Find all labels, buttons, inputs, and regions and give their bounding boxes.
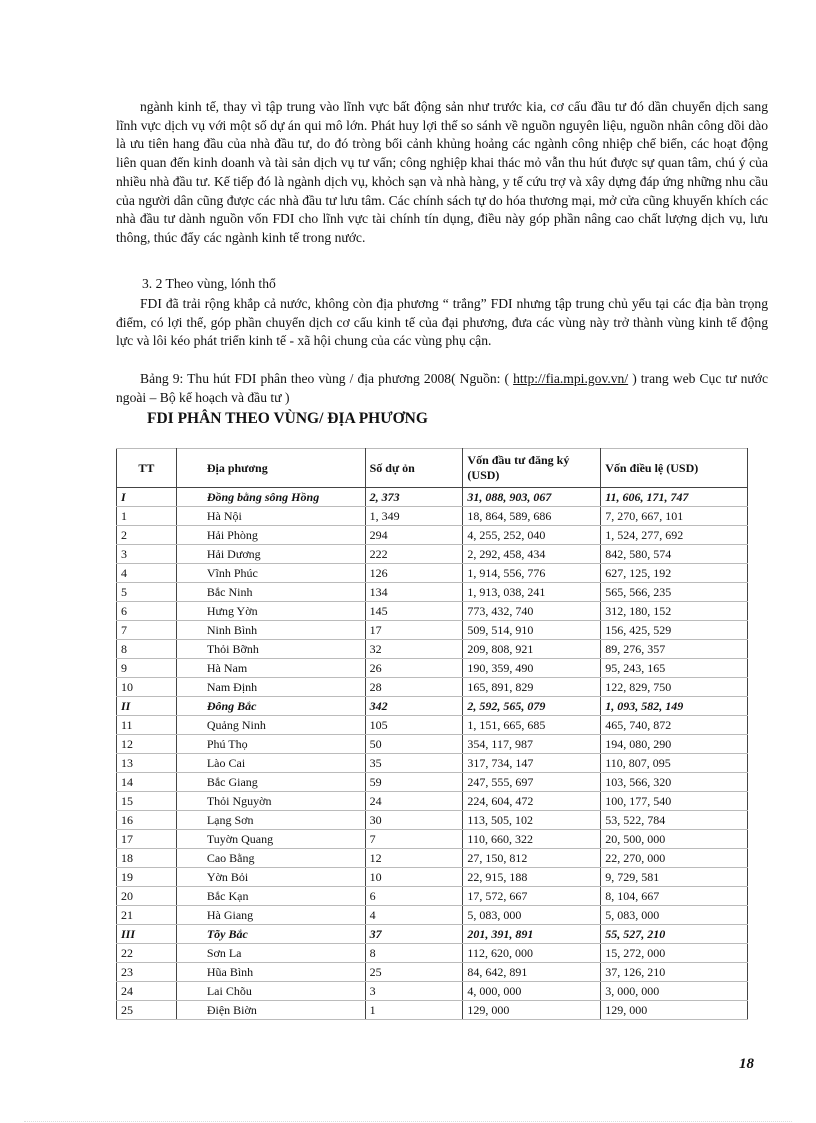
row-charter-capital: 100, 177, 540 xyxy=(601,792,748,811)
row-index: 9 xyxy=(117,659,177,678)
row-project-count: 35 xyxy=(365,754,463,773)
row-project-count: 7 xyxy=(365,830,463,849)
row-region-name: Hà Giang xyxy=(176,906,365,925)
table-body xyxy=(117,488,748,1020)
row-registered-capital: 4, 000, 000 xyxy=(463,982,601,1001)
region-group-row xyxy=(117,697,748,716)
row-project-count: 32 xyxy=(365,640,463,659)
header-registered-capital: Vốn đầu tư đăng ký (USD) xyxy=(463,449,601,488)
row-charter-capital: 22, 270, 000 xyxy=(601,849,748,868)
table-row xyxy=(117,906,748,925)
row-region-name: Hũa Bình xyxy=(176,963,365,982)
row-charter-capital: 11, 606, 171, 747 xyxy=(601,488,748,507)
row-index: 14 xyxy=(117,773,177,792)
table-row xyxy=(117,773,748,792)
row-region-name: Bắc Kạn xyxy=(176,887,365,906)
row-index: 21 xyxy=(117,906,177,925)
row-index: 20 xyxy=(117,887,177,906)
table-row xyxy=(117,507,748,526)
row-project-count: 8 xyxy=(365,944,463,963)
row-registered-capital: 224, 604, 472 xyxy=(463,792,601,811)
table-row xyxy=(117,963,748,982)
row-project-count: 105 xyxy=(365,716,463,735)
source-link[interactable]: http://fia.mpi.gov.vn/ xyxy=(513,371,629,386)
row-region-name: Ninh Bình xyxy=(176,621,365,640)
row-project-count: 342 xyxy=(365,697,463,716)
table-row xyxy=(117,754,748,773)
row-project-count: 134 xyxy=(365,583,463,602)
row-project-count: 1, 349 xyxy=(365,507,463,526)
row-charter-capital: 842, 580, 574 xyxy=(601,545,748,564)
row-region-name: Bắc Giang xyxy=(176,773,365,792)
row-region-name: Phú Thọ xyxy=(176,735,365,754)
row-project-count: 30 xyxy=(365,811,463,830)
row-registered-capital: 773, 432, 740 xyxy=(463,602,601,621)
table-row xyxy=(117,678,748,697)
row-charter-capital: 565, 566, 235 xyxy=(601,583,748,602)
row-charter-capital: 9, 729, 581 xyxy=(601,868,748,887)
row-registered-capital: 190, 359, 490 xyxy=(463,659,601,678)
row-index: II xyxy=(117,697,177,716)
row-project-count: 10 xyxy=(365,868,463,887)
row-registered-capital: 354, 117, 987 xyxy=(463,735,601,754)
row-project-count: 12 xyxy=(365,849,463,868)
row-charter-capital: 53, 522, 784 xyxy=(601,811,748,830)
row-region-name: Hải Dương xyxy=(176,545,365,564)
row-registered-capital: 201, 391, 891 xyxy=(463,925,601,944)
row-project-count: 28 xyxy=(365,678,463,697)
row-index: 16 xyxy=(117,811,177,830)
table-row xyxy=(117,887,748,906)
row-charter-capital: 5, 083, 000 xyxy=(601,906,748,925)
row-region-name: Vĩnh Phúc xyxy=(176,564,365,583)
row-project-count: 25 xyxy=(365,963,463,982)
row-registered-capital: 1, 913, 038, 241 xyxy=(463,583,601,602)
fdi-table xyxy=(116,448,748,1020)
row-region-name: Thỏi Nguyờn xyxy=(176,792,365,811)
row-index: III xyxy=(117,925,177,944)
row-registered-capital: 1, 151, 665, 685 xyxy=(463,716,601,735)
row-registered-capital: 165, 891, 829 xyxy=(463,678,601,697)
row-index: 10 xyxy=(117,678,177,697)
row-charter-capital: 37, 126, 210 xyxy=(601,963,748,982)
row-charter-capital: 3, 000, 000 xyxy=(601,982,748,1001)
table-row xyxy=(117,640,748,659)
row-registered-capital: 113, 505, 102 xyxy=(463,811,601,830)
row-project-count: 50 xyxy=(365,735,463,754)
table-title: FDI PHÂN THEO VÙNG/ ĐỊA PHƯƠNG xyxy=(147,410,428,427)
row-charter-capital: 156, 425, 529 xyxy=(601,621,748,640)
row-registered-capital: 2, 592, 565, 079 xyxy=(463,697,601,716)
row-index: 23 xyxy=(117,963,177,982)
row-project-count: 4 xyxy=(365,906,463,925)
row-charter-capital: 122, 829, 750 xyxy=(601,678,748,697)
row-region-name: Đồng bằng sông Hồng xyxy=(176,488,365,507)
header-projects: Số dự ỏn xyxy=(365,449,463,488)
row-registered-capital: 27, 150, 812 xyxy=(463,849,601,868)
row-registered-capital: 18, 864, 589, 686 xyxy=(463,507,601,526)
row-region-name: Bắc Ninh xyxy=(176,583,365,602)
row-project-count: 24 xyxy=(365,792,463,811)
row-charter-capital: 7, 270, 667, 101 xyxy=(601,507,748,526)
row-region-name: Hà Nội xyxy=(176,507,365,526)
table-header-row xyxy=(117,449,748,488)
row-index: 19 xyxy=(117,868,177,887)
row-project-count: 1 xyxy=(365,1001,463,1020)
row-index: 25 xyxy=(117,1001,177,1020)
table-row xyxy=(117,716,748,735)
row-charter-capital: 95, 243, 165 xyxy=(601,659,748,678)
row-index: 15 xyxy=(117,792,177,811)
section-heading: 3. 2 Theo vùng, lónh thổ xyxy=(142,276,276,291)
table-row xyxy=(117,526,748,545)
row-index: 6 xyxy=(117,602,177,621)
row-project-count: 222 xyxy=(365,545,463,564)
table-row xyxy=(117,1001,748,1020)
row-charter-capital: 627, 125, 192 xyxy=(601,564,748,583)
row-index: 11 xyxy=(117,716,177,735)
row-region-name: Yờn Bỏi xyxy=(176,868,365,887)
table-row xyxy=(117,849,748,868)
header-tt: TT xyxy=(117,449,177,488)
table-row xyxy=(117,735,748,754)
row-project-count: 26 xyxy=(365,659,463,678)
page-number: 18 xyxy=(739,1056,754,1072)
row-registered-capital: 129, 000 xyxy=(463,1001,601,1020)
row-region-name: Thỏi Bỡnh xyxy=(176,640,365,659)
row-registered-capital: 84, 642, 891 xyxy=(463,963,601,982)
body-paragraph-1: ngành kinh tế, thay vì tập trung vào lĩnh vực bất động sản như trước kia, cơ cấu đầu tư đó dần chuyển dịch sang lĩnh vực dịch vụ với một số dự án qui mô lớn. Phát huy lợi thế so sánh về nguồn nguyên liệu, nguồn nhân công dồi dào là ưu tiên hang đầu của nhà đầu tư, do đó tròng bối cảnh khủng hoảng các ngành công nhiệp chế biến, các hoạt động liên quan đến kinh doanh và tài sản dịch vụ tư vấn; công nghiệp khai thác mỏ vẫn thu hút được sự quan tâm, chú ý của nhiều nhà đầu tư. Kế tiếp đó là ngành dịch vụ, khỏch sạn và nhà hàng, y tế cứu trợ và xây dựng đáp ứng những nhu cầu của người dân cũng được các nhà đầu tư lưu tâm. Các chính sách tự do hóa thương mại, mở cửa cũng khuyến khích các nhà đầu tư dành nguồn vốn FDI cho lĩnh vực tài chính tín dụng, điều này góp phần nâng cao chất lượng dịch vụ, lưu thông, thúc đẩy các ngành kinh tế trong nước. xyxy=(116,99,768,245)
row-project-count: 17 xyxy=(365,621,463,640)
row-charter-capital: 312, 180, 152 xyxy=(601,602,748,621)
row-region-name: Đông Bắc xyxy=(176,697,365,716)
row-project-count: 126 xyxy=(365,564,463,583)
row-charter-capital: 1, 524, 277, 692 xyxy=(601,526,748,545)
row-region-name: Cao Bằng xyxy=(176,849,365,868)
table-row xyxy=(117,564,748,583)
row-registered-capital: 22, 915, 188 xyxy=(463,868,601,887)
row-charter-capital: 15, 272, 000 xyxy=(601,944,748,963)
row-index: 3 xyxy=(117,545,177,564)
row-region-name: Điện Biờn xyxy=(176,1001,365,1020)
table-row xyxy=(117,621,748,640)
row-index: 7 xyxy=(117,621,177,640)
row-index: 22 xyxy=(117,944,177,963)
row-project-count: 3 xyxy=(365,982,463,1001)
row-index: 13 xyxy=(117,754,177,773)
row-registered-capital: 17, 572, 667 xyxy=(463,887,601,906)
table-row xyxy=(117,811,748,830)
row-region-name: Tuyờn Quang xyxy=(176,830,365,849)
region-group-row xyxy=(117,488,748,507)
row-index: 1 xyxy=(117,507,177,526)
row-index: 24 xyxy=(117,982,177,1001)
row-region-name: Nam Định xyxy=(176,678,365,697)
row-region-name: Hưng Yờn xyxy=(176,602,365,621)
row-project-count: 59 xyxy=(365,773,463,792)
table-row xyxy=(117,545,748,564)
header-charter-capital: Vốn điều lệ (USD) xyxy=(601,449,748,488)
table-row xyxy=(117,583,748,602)
row-charter-capital: 55, 527, 210 xyxy=(601,925,748,944)
row-index: 5 xyxy=(117,583,177,602)
caption-text-after: ) trang web Cục tư nước ngoài – Bộ kế hoạch và đầu tư ) xyxy=(116,371,768,405)
row-charter-capital: 110, 807, 095 xyxy=(601,754,748,773)
row-registered-capital: 509, 514, 910 xyxy=(463,621,601,640)
table-row xyxy=(117,982,748,1001)
region-group-row xyxy=(117,925,748,944)
row-index: 2 xyxy=(117,526,177,545)
row-index: 18 xyxy=(117,849,177,868)
row-registered-capital: 4, 255, 252, 040 xyxy=(463,526,601,545)
body-paragraph-2: FDI đã trải rộng khắp cả nước, không còn địa phương “ trắng” FDI nhưng tập trung chủ yếu tại các địa bàn trọng điểm, có lợi thế, góp phần chuyển dịch cơ cấu kinh tế của đại phương, đưa các vùng này trở thành vùng kinh tế động lực và lôi kéo phát triển kinh tế - xã hội chung của các vùng phụ cận. xyxy=(116,296,768,349)
row-registered-capital: 2, 292, 458, 434 xyxy=(463,545,601,564)
row-project-count: 6 xyxy=(365,887,463,906)
row-project-count: 294 xyxy=(365,526,463,545)
row-index: 12 xyxy=(117,735,177,754)
row-region-name: Lạng Sơn xyxy=(176,811,365,830)
row-index: 8 xyxy=(117,640,177,659)
table-row xyxy=(117,944,748,963)
row-index: 4 xyxy=(117,564,177,583)
table-row xyxy=(117,830,748,849)
row-region-name: Hà Nam xyxy=(176,659,365,678)
row-charter-capital: 1, 093, 582, 149 xyxy=(601,697,748,716)
row-registered-capital: 209, 808, 921 xyxy=(463,640,601,659)
row-registered-capital: 247, 555, 697 xyxy=(463,773,601,792)
row-region-name: Tõy Bắc xyxy=(176,925,365,944)
row-charter-capital: 129, 000 xyxy=(601,1001,748,1020)
table-row xyxy=(117,868,748,887)
row-region-name: Lào Cai xyxy=(176,754,365,773)
row-index: 17 xyxy=(117,830,177,849)
row-project-count: 145 xyxy=(365,602,463,621)
row-project-count: 37 xyxy=(365,925,463,944)
table-row xyxy=(117,659,748,678)
row-region-name: Sơn La xyxy=(176,944,365,963)
row-region-name: Quảng Ninh xyxy=(176,716,365,735)
caption-text-before: Bảng 9: Thu hút FDI phân theo vùng / địa phương 2008( Nguồn: ( xyxy=(140,371,514,386)
row-charter-capital: 20, 500, 000 xyxy=(601,830,748,849)
page-bottom-divider xyxy=(24,1121,792,1122)
table-row xyxy=(117,792,748,811)
row-registered-capital: 5, 083, 000 xyxy=(463,906,601,925)
row-registered-capital: 1, 914, 556, 776 xyxy=(463,564,601,583)
row-index: I xyxy=(117,488,177,507)
table-row xyxy=(117,602,748,621)
row-registered-capital: 112, 620, 000 xyxy=(463,944,601,963)
row-registered-capital: 110, 660, 322 xyxy=(463,830,601,849)
header-region: Địa phương xyxy=(176,449,365,488)
row-charter-capital: 8, 104, 667 xyxy=(601,887,748,906)
row-registered-capital: 31, 088, 903, 067 xyxy=(463,488,601,507)
row-charter-capital: 103, 566, 320 xyxy=(601,773,748,792)
row-charter-capital: 194, 080, 290 xyxy=(601,735,748,754)
row-region-name: Hải Phòng xyxy=(176,526,365,545)
row-region-name: Lai Chõu xyxy=(176,982,365,1001)
row-charter-capital: 89, 276, 357 xyxy=(601,640,748,659)
row-project-count: 2, 373 xyxy=(365,488,463,507)
row-charter-capital: 465, 740, 872 xyxy=(601,716,748,735)
row-registered-capital: 317, 734, 147 xyxy=(463,754,601,773)
table-caption xyxy=(116,370,768,407)
